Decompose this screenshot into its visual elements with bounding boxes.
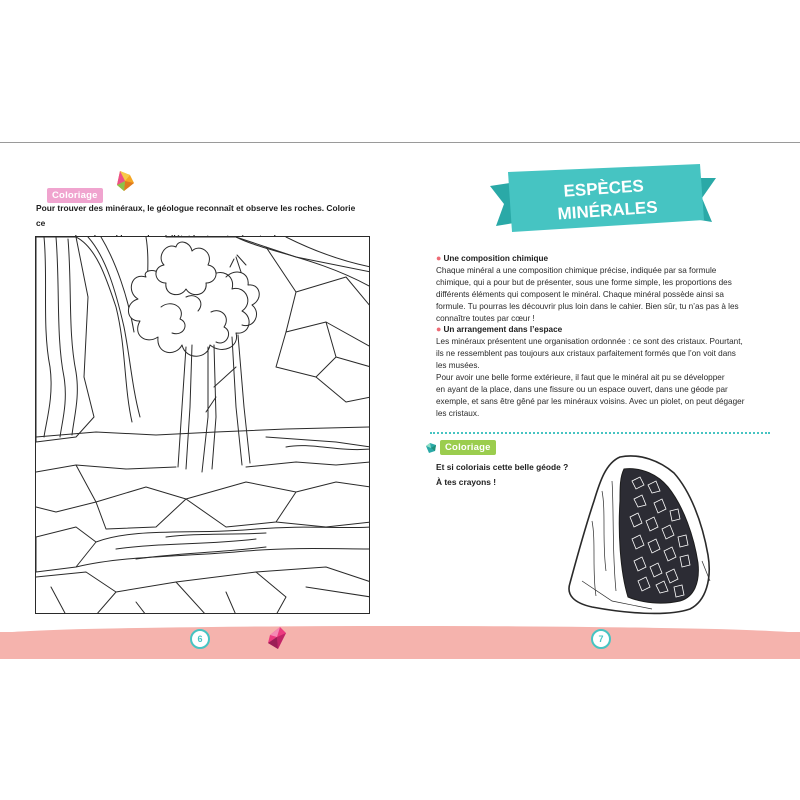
left-page — [0, 143, 400, 658]
paragraph-line: en ayant de la place, dans une fissure ou un espace ouvert, dans une géode par — [436, 384, 728, 394]
paragraph-line: exemple, et sans être gêné par les minéraux voisins. Avec un piolet, on peut dégager — [436, 396, 745, 406]
section-heading: ● Une composition chimique — [436, 253, 549, 263]
coloriage-tag-right — [425, 440, 496, 455]
article-body — [436, 253, 766, 420]
tag-label: Coloriage — [47, 188, 103, 203]
section-heading: ● Un arrangement dans l’espace — [436, 324, 563, 335]
instruction-line: Pour trouver des minéraux, le géologue reconnaît et observe les roches. Colorie ce — [36, 203, 356, 228]
footer-band — [0, 632, 800, 659]
title-line-1: ESPÈCES — [562, 176, 645, 201]
title-line-2: MINÉRALES — [557, 197, 659, 224]
tag-label: Coloriage — [440, 440, 496, 455]
paragraph-line: Les minéraux présentent une organisation ordonnée : ce sont des cristaux. Pourtant, — [436, 337, 743, 347]
instruction-line: Et si coloriais cette belle géode ? — [436, 462, 569, 472]
page-number-left: 6 — [190, 629, 210, 649]
paragraph-line: différents éléments qui composent le minéral. Chaque minéral possède ainsi sa — [436, 289, 724, 299]
title-ribbon — [490, 164, 716, 240]
paragraph-line: connaître toutes par cœur ! — [436, 313, 535, 323]
paragraph-line: ils ne ressemblent pas toujours aux cristaux parfaitement formés que l’on voit dans — [436, 349, 736, 359]
paragraph-line: les cristaux. — [436, 408, 480, 418]
paragraph-line: Pour avoir une belle forme extérieure, il faut que le minéral ait pu se développer — [436, 373, 725, 383]
pink-gem-icon — [266, 625, 288, 651]
pencil-gem-icon — [114, 169, 136, 193]
dotted-divider — [430, 432, 770, 434]
paragraph-line: Chaque minéral a une composition chimique précise, indiquée par sa formule — [436, 265, 717, 275]
geode-illustration — [562, 451, 714, 619]
landscape-coloring-illustration — [35, 236, 370, 614]
page-number-right: 7 — [591, 629, 611, 649]
green-gem-icon — [425, 442, 437, 454]
instruction-line: À tes crayons ! — [436, 477, 497, 487]
paragraph-line: chimique, qui a pour but de présenter, sous une forme simple, les proportions des — [436, 277, 732, 287]
paragraph-line: les musées. — [436, 361, 480, 371]
paragraph-line: formule. Tu pourras les découvrir plus loin dans le cahier. Bien sûr, tu n’as pas à les — [436, 301, 739, 311]
